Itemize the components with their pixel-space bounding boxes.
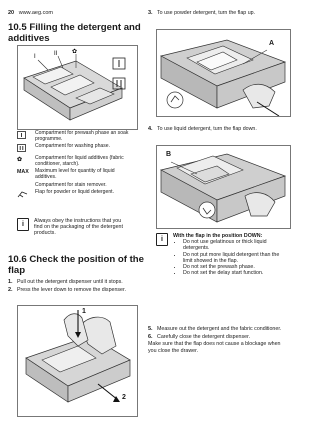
bullet-item: • Do not use gelatinous or thick liquid detergents. xyxy=(183,239,285,251)
note2-title: With the flap in the position DOWN: xyxy=(173,233,263,239)
legend-row-stain: Compartment for stain remover. xyxy=(35,181,107,188)
max-label: MAX xyxy=(17,169,29,176)
washing-symbol-icon xyxy=(17,144,35,154)
remove-dispenser-figure xyxy=(17,305,138,417)
page-number: 20 xyxy=(8,10,15,16)
bullet-item: • Do not set the delay start function. xyxy=(183,270,285,276)
section-title-10-5: 10.5 Filling the detergent and additives xyxy=(8,22,141,44)
bullet-item: • Do not set the prewash phase. xyxy=(183,264,285,270)
section-title-10-6: 10.6 Check the position of the flap xyxy=(8,254,144,276)
info-note-flap-down xyxy=(156,233,290,276)
flap-icon xyxy=(17,190,35,200)
info-icon: i xyxy=(156,233,168,246)
figure-label-a: A xyxy=(269,40,275,47)
figure-label-b: B xyxy=(166,151,172,158)
bullet-item: • Do not put more liquid detergent than the limit showed in the flap. xyxy=(183,252,285,264)
legend-row-additives: ✿ Compartment for liquid additives (fabric conditioner, starch). xyxy=(17,155,124,167)
steps-1-2 xyxy=(8,279,136,294)
legend-row-max: MAX Maximum level for quantity of liquid additives. xyxy=(17,168,115,181)
compartment-legend xyxy=(17,131,135,202)
closing-text: Make sure that the flap does not cause a blockage when you close the drawer. xyxy=(148,341,281,354)
step-2: 2. Press the lever down to remove the dispenser. xyxy=(8,286,126,293)
step-1: 1. Pull out the detergent dispenser until it stops. xyxy=(8,279,123,285)
flower-icon: ✿ xyxy=(17,157,23,163)
dispenser-compartments-figure xyxy=(17,45,138,130)
page-header xyxy=(8,10,53,16)
flap-down-figure xyxy=(156,145,291,229)
prewash-symbol-icon xyxy=(17,131,35,143)
legend-row-washing: Compartment for washing phase. xyxy=(17,144,135,154)
step-4-block xyxy=(148,126,288,134)
legend-row-prewash: Compartment for prewash phase an soak programme. xyxy=(17,131,135,143)
note2-bullets xyxy=(173,239,285,276)
step-4: 4. To use liquid detergent, turn the flap down. xyxy=(148,126,257,132)
legend-row-flap: Flap for powder or liquid detergent. xyxy=(17,190,135,200)
steps-5-6 xyxy=(148,326,290,354)
site-url: www.aeg.com xyxy=(18,10,53,16)
step-3-block xyxy=(148,10,288,18)
svg-text:I: I xyxy=(34,54,36,60)
svg-text:✿: ✿ xyxy=(72,49,78,55)
info-icon: i xyxy=(17,218,29,231)
step-5: 5. Measure out the detergent and the fabric conditioner. xyxy=(148,326,282,332)
info-note-instructions: i Always obey the instructions that you find on the packaging of the detergent products. xyxy=(17,218,137,237)
step-3: 3. To use powder detergent, turn the flap up. xyxy=(148,10,256,16)
flap-up-figure xyxy=(156,29,291,117)
step-6: 6. Carefully close the detergent dispenser. xyxy=(148,333,251,340)
figure-label-2: 2 xyxy=(122,394,126,401)
figure-label-1: 1 xyxy=(82,308,86,315)
svg-text:II: II xyxy=(54,51,58,57)
